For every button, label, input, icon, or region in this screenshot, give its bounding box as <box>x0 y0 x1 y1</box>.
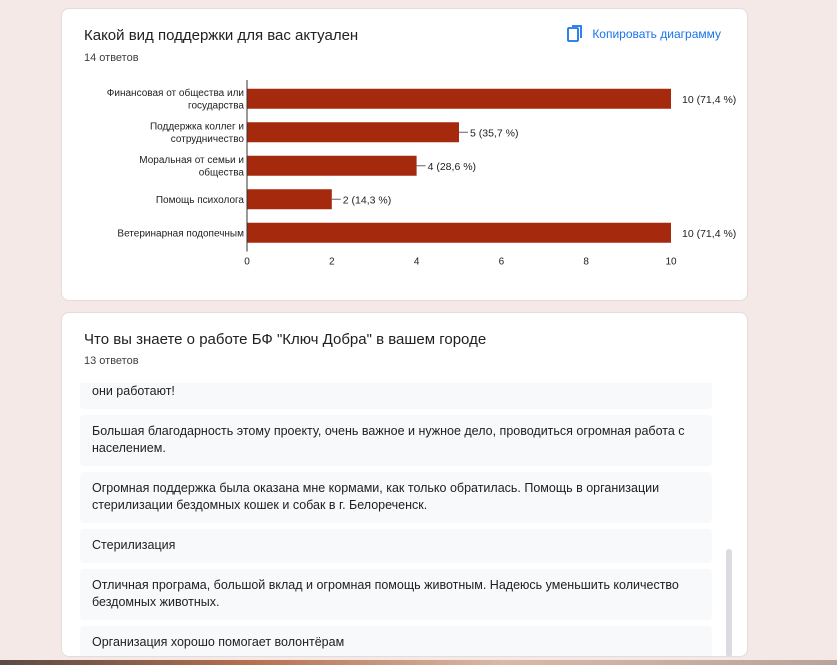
category-label: Финансовая от общества или <box>106 88 244 99</box>
response-count: 14 ответов <box>84 52 139 64</box>
category-label: Моральная от семьи и <box>139 155 244 166</box>
x-tick-label: 10 <box>665 256 677 268</box>
data-label: 5 (35,7 %) <box>470 127 519 140</box>
category-label: государства <box>188 100 244 112</box>
answer-item: они работают! <box>80 383 712 409</box>
data-label: 10 (71,4 %) <box>682 227 737 240</box>
answers-scrollbar[interactable] <box>726 549 732 657</box>
bar[interactable] <box>247 156 417 176</box>
data-label: 4 (28,6 %) <box>427 160 477 173</box>
answer-item: Большая благодарность этому проекту, очень важное и нужное дело, проводиться огромная работа с населением. <box>80 415 712 466</box>
chart-card <box>61 8 748 301</box>
answer-item: Организация хорошо помогает волонтёрам <box>80 626 712 657</box>
bar[interactable] <box>247 223 671 243</box>
x-tick-label: 0 <box>244 256 250 268</box>
response-count: 13 ответов <box>84 355 139 367</box>
x-tick-label: 4 <box>413 256 420 268</box>
answers-list[interactable] <box>80 383 712 657</box>
answer-item: Стерилизация <box>80 529 712 563</box>
text-answers-card <box>61 312 748 657</box>
answer-item: Огромная поддержка была оказана мне кормами, как только обратилась. Помощь в организации стерилизации бездомных кошек и собак в г. Белореченск. <box>80 472 712 523</box>
x-tick-label: 2 <box>329 256 335 268</box>
x-tick-label: 6 <box>498 256 505 268</box>
category-label: общества <box>198 167 244 179</box>
copy-chart-label: Копировать диаграмму <box>592 27 721 41</box>
category-label: Поддержка коллег и <box>149 121 244 133</box>
question-title: Что вы знаете о работе БФ "Ключ Добра" в вашем городе <box>84 331 487 348</box>
data-label: 2 (14,3 %) <box>342 194 392 207</box>
taskbar-strip <box>0 660 837 665</box>
category-label: Ветеринарная подопечным <box>117 228 244 240</box>
question-title: Какой вид поддержки для вас актуален <box>84 27 359 44</box>
bar[interactable] <box>247 89 671 109</box>
answer-item: Отличная програма, большой вклад и огромная помощь животным. Надеюсь уменьшить количество бездомных животных. <box>80 569 712 620</box>
data-label: 10 (71,4 %) <box>682 93 737 106</box>
category-label: Помощь психолога <box>155 194 244 206</box>
bar[interactable] <box>247 122 459 142</box>
x-tick-label: 8 <box>583 256 589 268</box>
bar-chart <box>62 9 749 302</box>
bar[interactable] <box>247 189 332 209</box>
category-label: сотрудничество <box>170 134 244 145</box>
